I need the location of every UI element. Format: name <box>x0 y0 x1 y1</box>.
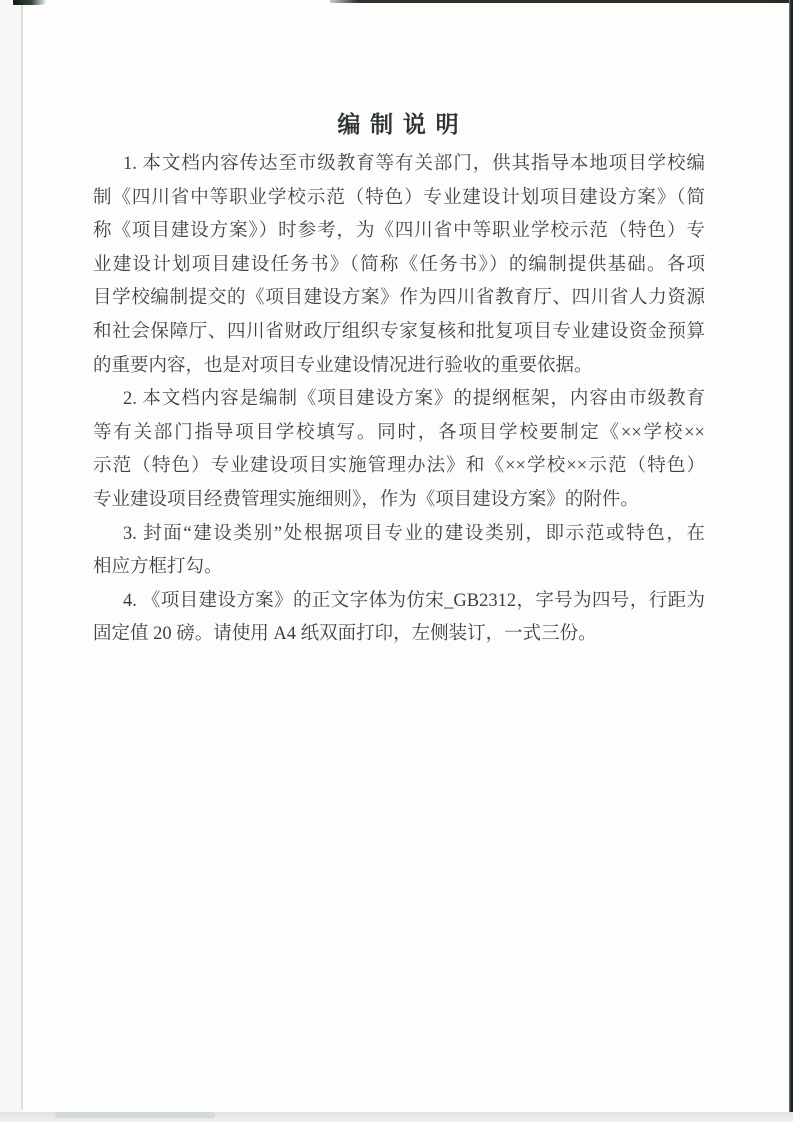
paragraph <box>93 383 705 517</box>
body-line: 制《四川省中等职业学校示范（特色）专业建设计划项目建设方案》（简 <box>93 187 705 208</box>
body-line: 固定值 20 磅。请使用 A4 纸双面打印，左侧装订，一式三份。 <box>93 624 597 645</box>
body-line: 目学校编制提交的《项目建设方案》作为四川省教育厅、四川省人力资源 <box>93 288 705 309</box>
scan-top-left-mark <box>13 0 47 5</box>
document-body <box>93 148 705 652</box>
page-title: 编 制 说 明 <box>337 112 461 137</box>
body-line: 4. 《项目建设方案》的正文字体为仿宋_GB2312，字号为四号，行距为 <box>123 590 705 611</box>
document-content <box>93 110 705 652</box>
body-line: 和社会保障厅、四川省财政厅组织专家复核和批复项目专业建设资金预算 <box>93 321 705 342</box>
paragraph <box>93 518 705 585</box>
body-line: 2. 本文档内容是编制《项目建设方案》的提纲框架，内容由市级教育 <box>123 389 705 410</box>
scan-bottom-smudge <box>55 1112 215 1118</box>
body-line: 相应方框打勾。 <box>93 557 223 578</box>
body-line: 的重要内容，也是对项目专业建设情况进行验收的重要依据。 <box>93 355 593 376</box>
body-line: 示范（特色）专业建设项目实施管理办法》和《××学校××示范（特色） <box>93 456 705 477</box>
body-line: 1. 本文档内容传达至市级教育等有关部门，供其指导本地项目学校编 <box>123 154 705 174</box>
body-line: 等有关部门指导项目学校填写。同时，各项目学校要制定《××学校×× <box>93 422 705 443</box>
scan-top-edge-strip <box>330 0 793 3</box>
paragraph <box>93 585 705 652</box>
paragraph <box>93 148 705 383</box>
body-line: 专业建设项目经费管理实施细则》，作为《项目建设方案》的附件。 <box>93 489 639 510</box>
body-line: 业建设计划项目建设任务书》（简称《任务书》）的编制提供基础。各项 <box>93 254 705 275</box>
scan-right-edge-strip <box>789 0 793 1112</box>
body-line: 称《项目建设方案》）时参考，为《四川省中等职业学校示范（特色）专 <box>93 221 705 242</box>
scan-left-edge-line <box>21 0 23 1110</box>
scan-left-edge-tint <box>0 0 21 1122</box>
body-line: 3. 封面“建设类别”处根据项目专业的建设类别，即示范或特色，在 <box>123 523 705 544</box>
